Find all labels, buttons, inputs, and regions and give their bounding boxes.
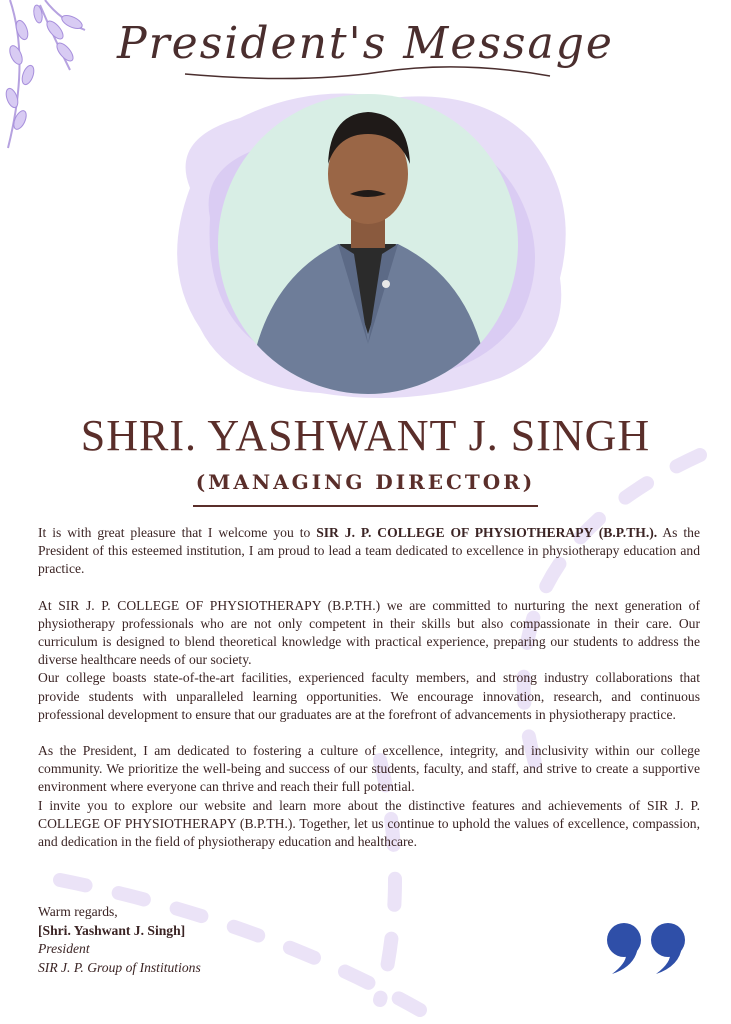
message-paragraph-4: As the President, I am dedicated to fostering a culture of excellence, integrity, and inclusivity within our college community. We prioritize the well-being and success of our students, faculty, and staff, and strive to create a supportive environment where everyone can thrive and reach their full potential. [38, 743, 700, 795]
signature-title: President [38, 941, 90, 956]
signature-block [38, 903, 338, 977]
signature-org: SIR J. P. Group of Institutions [38, 959, 201, 975]
signature-closing: Warm regards, [38, 904, 118, 919]
message-paragraph-1: It is with great pleasure that I welcome you to SIR J. P. COLLEGE OF PHYSIOTHERAPY (B.P.TH.). As the President of this esteemed institution, I am proud to lead a team dedicated to excellence in physiotherapy education and practice. [38, 525, 700, 577]
watercolor-splash [150, 78, 590, 408]
page-title: President's Message [117, 18, 614, 69]
president-portrait [218, 94, 518, 394]
message-body [38, 524, 700, 851]
person-name: SHRI. YASHWANT J. SINGH [80, 411, 651, 460]
signature-name: [Shri. Yashwant J. Singh] [38, 922, 186, 938]
message-paragraph-2: At SIR J. P. COLLEGE OF PHYSIOTHERAPY (B.P.TH.) we are committed to nurturing the next generation of physiotherapy professionals who are not only competent in their skills but also compassionate in their care. Our curriculum is designed to blend theoretical knowledge with practical experience, preparing our students to address the diverse healthcare needs of our society. [38, 597, 700, 668]
quote-icon [604, 920, 694, 976]
message-paragraph-3: Our college boasts state-of-the-art facilities, experienced faculty members, and strong industry collaborations that provide students with unparalleled learning opportunities. We encourage innovation, research, and continuous professional development to ensure that our graduates are at the forefront of advancements in physiotherapy practice. [38, 670, 700, 722]
role-divider [193, 505, 538, 507]
person-role: (MANAGING DIRECTOR) [195, 470, 536, 494]
message-paragraph-5: I invite you to explore our website and learn more about the distinctive features and achievements of SIR J. P. COLLEGE OF PHYSIOTHERAPY (B.P.TH.). Together, let us continue to uphold the values of excellence, compassion, and dedication in the field of physiotherapy education and healthcare. [38, 797, 700, 850]
